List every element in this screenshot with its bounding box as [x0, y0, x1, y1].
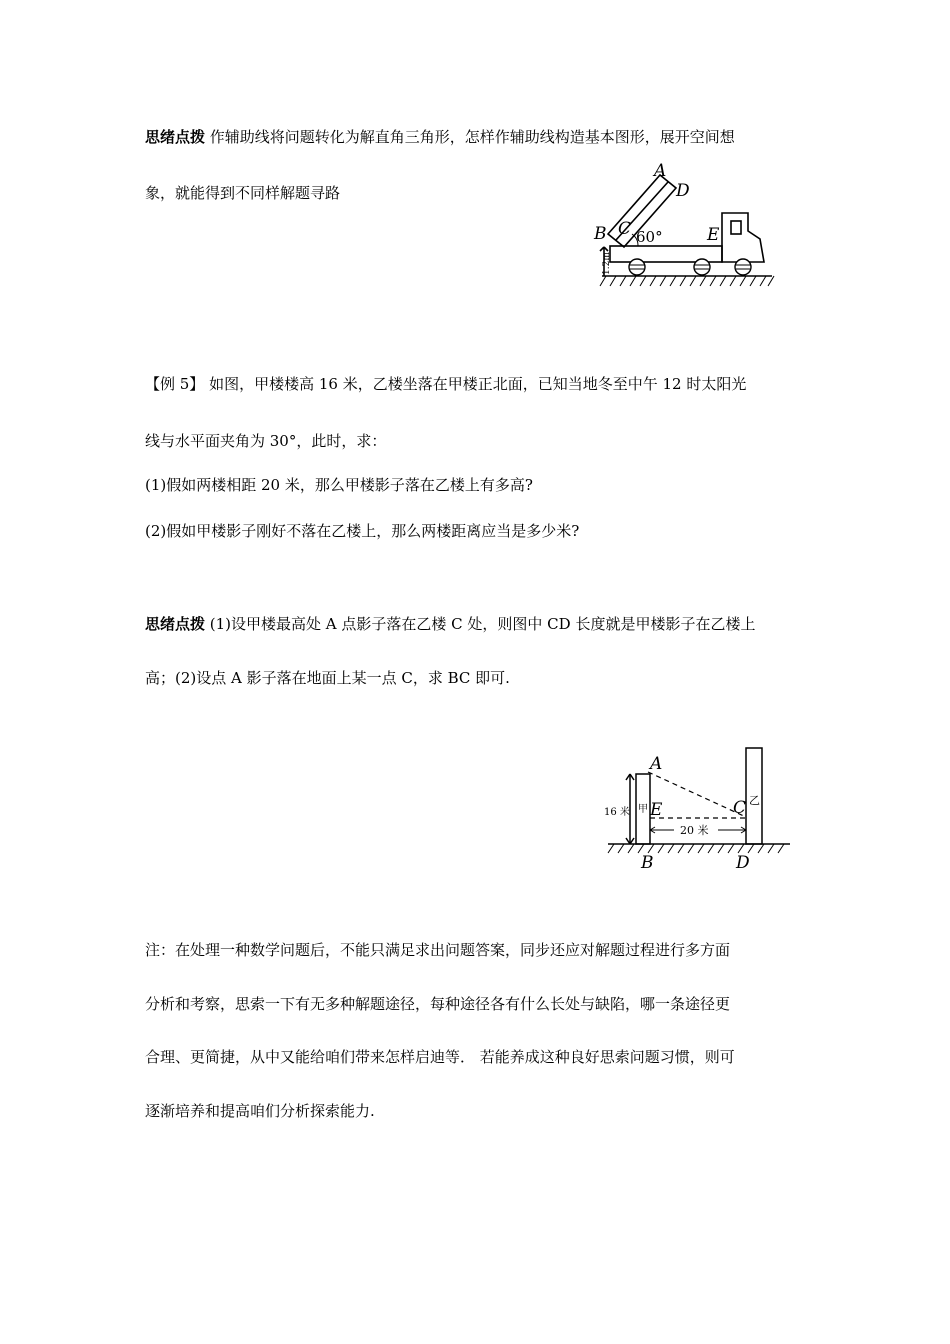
fig2-label-e: E: [650, 800, 663, 820]
fig2-height: 16 米: [604, 807, 630, 818]
wheel-middle: [694, 259, 710, 275]
example5-line2: 线与水平面夹角为 30°，此时，求：: [145, 432, 387, 450]
example5-text-1: 如图，甲楼楼高 16 米，乙楼坐落在甲楼正北面，已知当地冬至中午 12 时太阳光: [204, 375, 747, 393]
fig2-building-jia: 甲: [638, 804, 648, 815]
example5-tag: 【例 5】: [145, 375, 205, 393]
fig1-height: 1.2m: [602, 252, 612, 275]
note-line1: 注：在处理一种数学问题后，不能只满足求出问题答案，同步还应对解题过程进行多方面: [145, 941, 731, 959]
fig2-distance: 20 米: [680, 824, 709, 837]
example5-line1: [145, 374, 746, 394]
hint1-text-1: 作辅助线将问题转化为解直角三角形，怎样作辅助线构造基本图形，展开空间想: [205, 128, 735, 146]
example5-question2: (2)假如甲楼影子刚好不落在乙楼上，那么两楼距离应当是多少米?: [145, 522, 580, 540]
fig1-angle: 60°: [636, 228, 663, 246]
fig1-label-b: B: [594, 224, 607, 244]
wheel-front: [735, 259, 751, 275]
fig2-building-yi: 乙: [749, 794, 760, 807]
wheel-rear: [629, 259, 645, 275]
buildings-shadow-figure: [600, 742, 800, 877]
note-line3: 合理、更简捷，从中又能给咱们带来怎样启迪等． 若能养成这种良好思索问题习惯，则可: [145, 1048, 735, 1066]
fig1-label-d: D: [676, 181, 690, 201]
truck-ladder-figure: [590, 155, 780, 295]
fig2-label-d: D: [736, 853, 750, 873]
hint1-label: 思绪点拨: [145, 128, 206, 146]
cab-window: [731, 221, 741, 234]
note-line4: 逐渐培养和提高咱们分析探索能力.: [145, 1102, 375, 1120]
truck-cab: [722, 213, 764, 262]
ground-hatching: [600, 276, 774, 286]
fig2-label-c: C: [733, 798, 747, 818]
fig2-label-b: B: [641, 853, 654, 873]
hint2-paragraph-line1: [145, 614, 755, 634]
fig1-label-e: E: [707, 225, 720, 245]
hint2-label: 思绪点拨: [145, 615, 206, 633]
hint1-paragraph-line1: [145, 127, 735, 147]
example5-question1: (1)假如两楼相距 20 米，那么甲楼影子落在乙楼上有多高?: [145, 476, 533, 494]
note-line2: 分析和考察，思索一下有无多种解题途径，每种途径各有什么长处与缺陷，哪一条途径更: [145, 995, 731, 1013]
fig1-label-c: C: [618, 219, 632, 239]
fig1-label-a: A: [654, 161, 667, 181]
hint2-text-1: (1)设甲楼最高处 A 点影子落在乙楼 C 处，则图中 CD 长度就是甲楼影子在乙楼上: [205, 615, 756, 633]
fig2-label-a: A: [650, 754, 663, 774]
hint1-paragraph-line2: 象，就能得到不同样解题寻路: [145, 184, 341, 202]
ground-hatching: [608, 844, 784, 853]
hint2-paragraph-line2: 高；(2)设点 A 影子落在地面上某一点 C，求 BC 即可.: [145, 669, 510, 687]
sun-ray-line: [648, 772, 746, 817]
